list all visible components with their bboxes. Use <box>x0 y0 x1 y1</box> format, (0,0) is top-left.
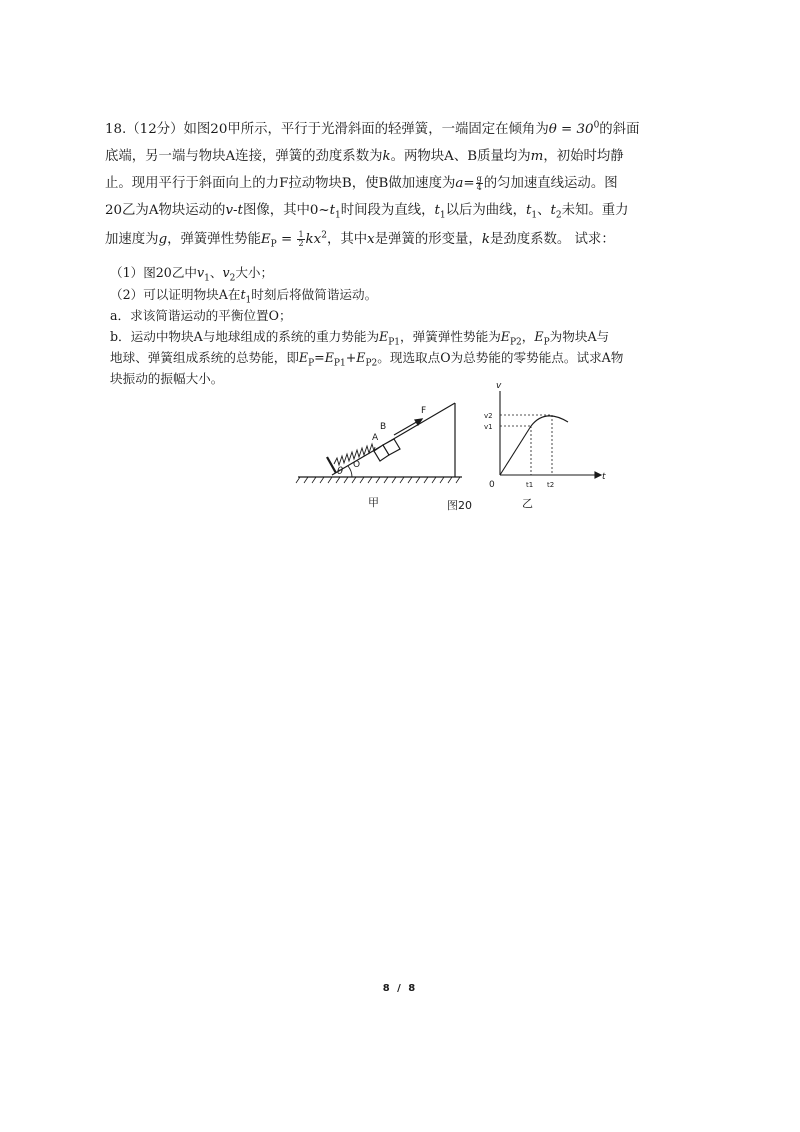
fraction-one-half <box>297 231 304 248</box>
spring-wall <box>327 457 336 473</box>
part-2 <box>110 284 377 306</box>
caption-yi: 乙 <box>522 497 533 510</box>
question-text: ，其中 <box>326 232 368 247</box>
label-f: F <box>421 406 427 416</box>
question-text: 如图20甲所示，平行于光滑斜面的轻弹簧，一端固定在倾角为 <box>183 122 549 137</box>
part-2b-line-2 <box>110 347 623 369</box>
ep1-subscript: P1 <box>333 358 346 369</box>
part-text: ， <box>521 329 535 344</box>
question-text: 是弹簧的形变量， <box>374 232 482 247</box>
ep-variable: E <box>298 350 309 365</box>
ep1-subscript: P1 <box>388 337 401 348</box>
equals-sign: = <box>276 232 297 247</box>
x-variable: x <box>367 232 375 247</box>
ground-hatching <box>296 477 460 483</box>
tick-v1: v1 <box>484 423 493 431</box>
fraction-denominator: 2 <box>298 239 304 248</box>
t1-variable: t <box>240 287 246 302</box>
question-text: ，弹簧弹性势能 <box>167 232 261 247</box>
part-text: 时刻后将做简谐运动。 <box>251 287 378 302</box>
fraction-numerator: g <box>476 174 482 183</box>
t2-subscript: 2 <box>555 210 562 221</box>
incline-diagram <box>296 403 462 483</box>
label-o: O <box>353 460 361 470</box>
v1-subscript: 1 <box>204 273 210 284</box>
ep2-subscript: P2 <box>510 337 522 348</box>
axis-v-label: v <box>496 381 502 391</box>
linear-segment <box>500 426 531 475</box>
part-text: 地球、弹簧组成系统的总势能，即 <box>110 350 299 365</box>
tick-v2: v2 <box>484 412 493 420</box>
label-b: B <box>380 422 387 432</box>
question-line-3 <box>105 172 618 192</box>
fraction-numerator: 1 <box>298 230 304 239</box>
fraction-g-over-4 <box>476 175 483 192</box>
caption-jia: 甲 <box>368 496 379 509</box>
question-text: 图像，其中0~ <box>242 203 330 218</box>
t1-subscript: 1 <box>439 210 446 221</box>
part-1 <box>110 262 273 284</box>
t2-variable: t <box>550 203 556 218</box>
question-text: 止。现用平行于斜面向上的力F拉动物块B，使B做加速度为 <box>105 176 456 191</box>
question-text: 以后为曲线， <box>445 203 526 218</box>
part-text: b．运动中物块A与地球组成的系统的重力势能为 <box>110 329 380 344</box>
kx-variable: kx <box>305 232 322 247</box>
question-text: 。两物块A、B质量均为 <box>390 149 531 164</box>
m-variable: m <box>530 149 544 164</box>
ep-subscript: P <box>270 239 277 250</box>
question-text: 是劲度系数。 试求： <box>489 232 615 247</box>
degree-sup: 0 <box>593 120 600 131</box>
page-number: 8 / 8 <box>382 983 418 994</box>
part-text: 块振动的振幅大小。 <box>110 371 224 386</box>
v2-subscript: 2 <box>229 273 236 284</box>
v2-variable: v <box>222 265 230 280</box>
question-text: 时间段为直线， <box>340 203 435 218</box>
part-2a <box>110 305 292 324</box>
ep2-variable: +E <box>345 350 366 365</box>
tick-t2: t2 <box>547 481 555 489</box>
question-text: ，初始时均静 <box>543 149 624 164</box>
dashed-guides <box>500 415 552 475</box>
k-variable: k <box>481 232 490 247</box>
question-line-1 <box>105 118 639 137</box>
t1-subscript: 1 <box>245 295 252 306</box>
ep1-variable: =E <box>314 350 334 365</box>
square-sup: 2 <box>321 230 327 241</box>
angle-arc <box>348 466 352 477</box>
question-text: 加速度为 <box>105 232 159 247</box>
question-line-2 <box>105 145 624 164</box>
part-text: 。现选取点O为总势能的零势能点。试求A物 <box>377 350 624 365</box>
t1-variable: t <box>525 203 532 218</box>
caption-figure-20: 图20 <box>447 499 472 512</box>
ep-variable: E <box>260 232 271 247</box>
ep1-variable: E <box>379 329 389 344</box>
part-text: （1）图20乙中 <box>110 265 198 280</box>
figure-20 <box>290 381 620 525</box>
fraction-denominator: 4 <box>476 183 482 192</box>
label-a: A <box>372 433 379 443</box>
ep2-variable: E <box>500 329 510 344</box>
vt-variable: v-t <box>225 203 243 218</box>
part-text: 大小； <box>235 265 274 280</box>
question-line-4 <box>105 199 629 221</box>
tick-t1: t1 <box>526 481 534 489</box>
question-points: （12分） <box>126 122 184 137</box>
origin-label: 0 <box>489 480 495 490</box>
t1-subscript: 1 <box>531 210 538 221</box>
t1-subscript: 1 <box>335 210 341 221</box>
part-text: ，弹簧弹性势能为 <box>400 329 501 344</box>
question-text: 20乙为A物块运动的 <box>105 203 226 218</box>
question-line-5 <box>105 228 615 250</box>
theta-equation: θ = 30 <box>548 122 594 137</box>
part-2b-line-1 <box>110 326 609 348</box>
part-text: 为物块A与 <box>549 329 610 344</box>
axis-t-label: t <box>602 472 606 482</box>
ep-subscript: P <box>543 337 550 348</box>
question-text: 未知。重力 <box>561 203 629 218</box>
g-variable: g <box>158 232 168 247</box>
question-number: 18. <box>105 122 127 137</box>
acceleration-equation: a= <box>455 176 475 191</box>
t1-variable: t <box>434 203 440 218</box>
part-text: （2）可以证明物块A在 <box>110 287 241 302</box>
part-text: 、 <box>209 265 223 280</box>
question-text: 的匀加速直线运动。图 <box>483 176 618 191</box>
question-text: 、 <box>537 203 551 218</box>
vt-graph <box>500 391 601 478</box>
part-text: a．求该简谐运动的平衡位置O； <box>110 308 292 323</box>
question-text: 底端，另一端与物块A连接，弹簧的劲度系数为 <box>105 149 383 164</box>
k-variable: k <box>382 149 391 164</box>
curve-segment <box>531 416 568 426</box>
question-text: 的斜面 <box>599 122 640 137</box>
label-theta: θ <box>337 466 344 477</box>
part-2b-line-3 <box>110 368 223 387</box>
ep2-subscript: P2 <box>365 358 378 369</box>
v1-variable: v <box>197 265 205 280</box>
t-axis-arrow <box>595 472 601 478</box>
ep-subscript: P <box>308 358 315 369</box>
force-arrowhead <box>415 419 422 425</box>
ep-variable: E <box>534 329 544 344</box>
t1-variable: t <box>329 203 336 218</box>
